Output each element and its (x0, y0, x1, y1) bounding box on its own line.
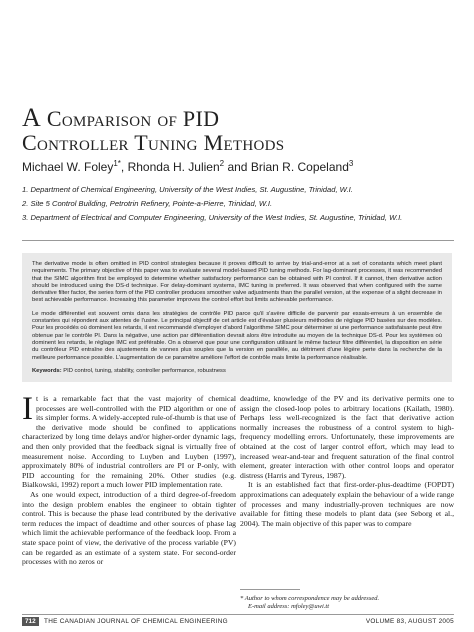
author-3: Brian R. Copeland (250, 160, 349, 174)
footnote-divider (240, 589, 300, 590)
footnote-line-1: * Author to whom correspondence may be addressed. (240, 595, 380, 602)
abstract-english: The derivative mode is often omitted in PID control strategies because it proves difficult to arrive by trial-and-error at a set of constants which meet plant requirements. The primary objective of this paper was to evaluate several model-based PID tuning methods. For lag-dominant processes, it was recommended that the SIMC algorithm first be employed to determine whether satisfactory performance can be obtained with PI control. If it cannot, then derivative action should be introduced using the DS-d technique. For delay-dominant systems, IMC tuning is preferred. It was observed that when configured with the same derivative filter factor, the series form of the PID controller produces smoother valve adjustments than the parallel version, at the expense of a slight decrease in best achievable performance. Increasing this parameter improves the control effort but limits achievable performance. (32, 261, 442, 304)
page-footer (22, 614, 454, 627)
footnote-line-2: E-mail address: mfoley@uwi.tt (248, 603, 330, 610)
body-paragraph: It is an established fact that first-order-plus-deadtime (FOPDT) approximations can adequately explain the behaviour of a wide range of processes and many industrially-proven techniques are now available for fitting these models to plant data (see Seborg et al., 2004). The main objective of this paper was to compare (240, 480, 454, 528)
keywords (32, 368, 442, 375)
paragraph-text: t is a remarkable fact that the vast majority of chemical processes are well-controlled with the PID algorithm or one of its simpler forms. A widely-accepted rule-of-thumb is that use of the derivative mode should be confined to applications characterized by long time delays and/or higher-order dynamic lags, and then only provided that the feedback signal is virtually free of measurement noise. According to Luyben and Luyben (1997), approximately 80% of industrial controllers are PI or P-only, with PID accounting for the remaining 20%. Other studies (e.g. Bialkowski, 1992) report a much lower PID implementation rate. (22, 394, 236, 490)
affiliation-1: 1. Department of Chemical Engineering, University of the West Indies, St. Augustine, Trinidad, W.I. (22, 185, 353, 194)
author-3-mark: 3 (348, 159, 354, 168)
body-paragraph (22, 391, 236, 490)
journal-name: THE CANADIAN JOURNAL OF CHEMICAL ENGINEERING (44, 618, 228, 625)
abstract-box (22, 253, 452, 382)
footnote (240, 595, 454, 611)
title-line-1-text: Comparison of PID (46, 106, 220, 131)
author-and: and (224, 160, 251, 174)
paper-title (22, 103, 285, 155)
drop-cap: I (22, 391, 33, 427)
title-initial: A (22, 103, 42, 132)
body-column-right (240, 394, 454, 528)
page-number: 712 (22, 617, 39, 626)
author-2-mark: 2 (219, 159, 225, 168)
header-divider (22, 240, 454, 241)
author-1-mark: 1* (113, 159, 121, 168)
author-separator: , (120, 160, 128, 174)
author-1: Michael W. Foley (22, 160, 114, 174)
keywords-list: PID control, tuning, stability, controller performance, robustness (61, 367, 226, 374)
body-paragraph: As one would expect, introduction of a third degree-of-freedom into the design problem enables the engineer to obtain tighter control. This is because the phase lead contributed by the derivative term reduces the impact of deadtime and other sources of phase lag which limit the achievable performance of the feedback loop. From a state space point of view, the derivative of the process variable (PV) can be regarded as an estimate of a system state. For second-order processes with no zeros or (22, 489, 236, 567)
affiliation-2: 2. Site 5 Control Building, Petrotrin Refinery, Pointe-a-Pierre, Trinidad, W.I. (22, 199, 273, 208)
affiliations (22, 183, 462, 225)
author-list (22, 159, 353, 174)
title-line-1 (22, 103, 284, 132)
body-paragraph: deadtime, knowledge of the PV and its derivative permits one to assign the closed-loop poles to arbitrary locations (Kailath, 1980). Perhaps less well-recognized is the fact that derivative action normally increases the robustness of a control system to high-frequency modelling errors. Unfortunately, these improvements are obtained at the cost of larger control effort, which may lead to increased wear-and-tear and frequent saturation of the final control element, greater interaction with other control loops and operator distress (Harris and Tyreus, 1987). (240, 394, 454, 480)
abstract-french: Le mode différentiel est souvent omis dans les stratégies de contrôle PID parce qu'il s'avère difficile de parvenir par essais-erreurs à un ensemble de constantes qui répondent aux attentes de l'usine. Le principal objectif de cet article est d'évaluer plusieurs méthodes de réglage PID basées sur des modèles. Pour les procédés où dominent les retards, il est recommandé d'employer d'abord l'algorithme SIMC pour déterminer si une performance satisfaisante peut être obtenue par le contrôle PI. Dans la négative, une action par différentiation devrait alors être introduite au moyen de la technique DS-d. Pour les systèmes où dominent les retards, le réglage IMC est préférable. On a observé que pour une configuration utilisant le même facteur filtre différentiel, la disposition en série du contrôleur PID entraîne des ajustements de vannes plus souples que la version en parallèle, au détriment d'une légère perte dans la recherche de la meilleure performance possible. L'augmentation de ce paramètre améliore l'effort de contrôle mais limite la performance réalisable. (32, 310, 442, 361)
author-2: Rhonda H. Julien (127, 160, 220, 174)
body-column-left (22, 391, 236, 567)
volume-info: VOLUME 83, AUGUST 2005 (365, 618, 454, 625)
keywords-label: Keywords: (32, 367, 62, 374)
affiliation-3: 3. Department of Electrical and Computer Engineering, University of the West Indies, St. Augustine, Trinidad, W.I. (22, 213, 403, 222)
title-line-2: Controller Tuning Methods (22, 130, 285, 155)
